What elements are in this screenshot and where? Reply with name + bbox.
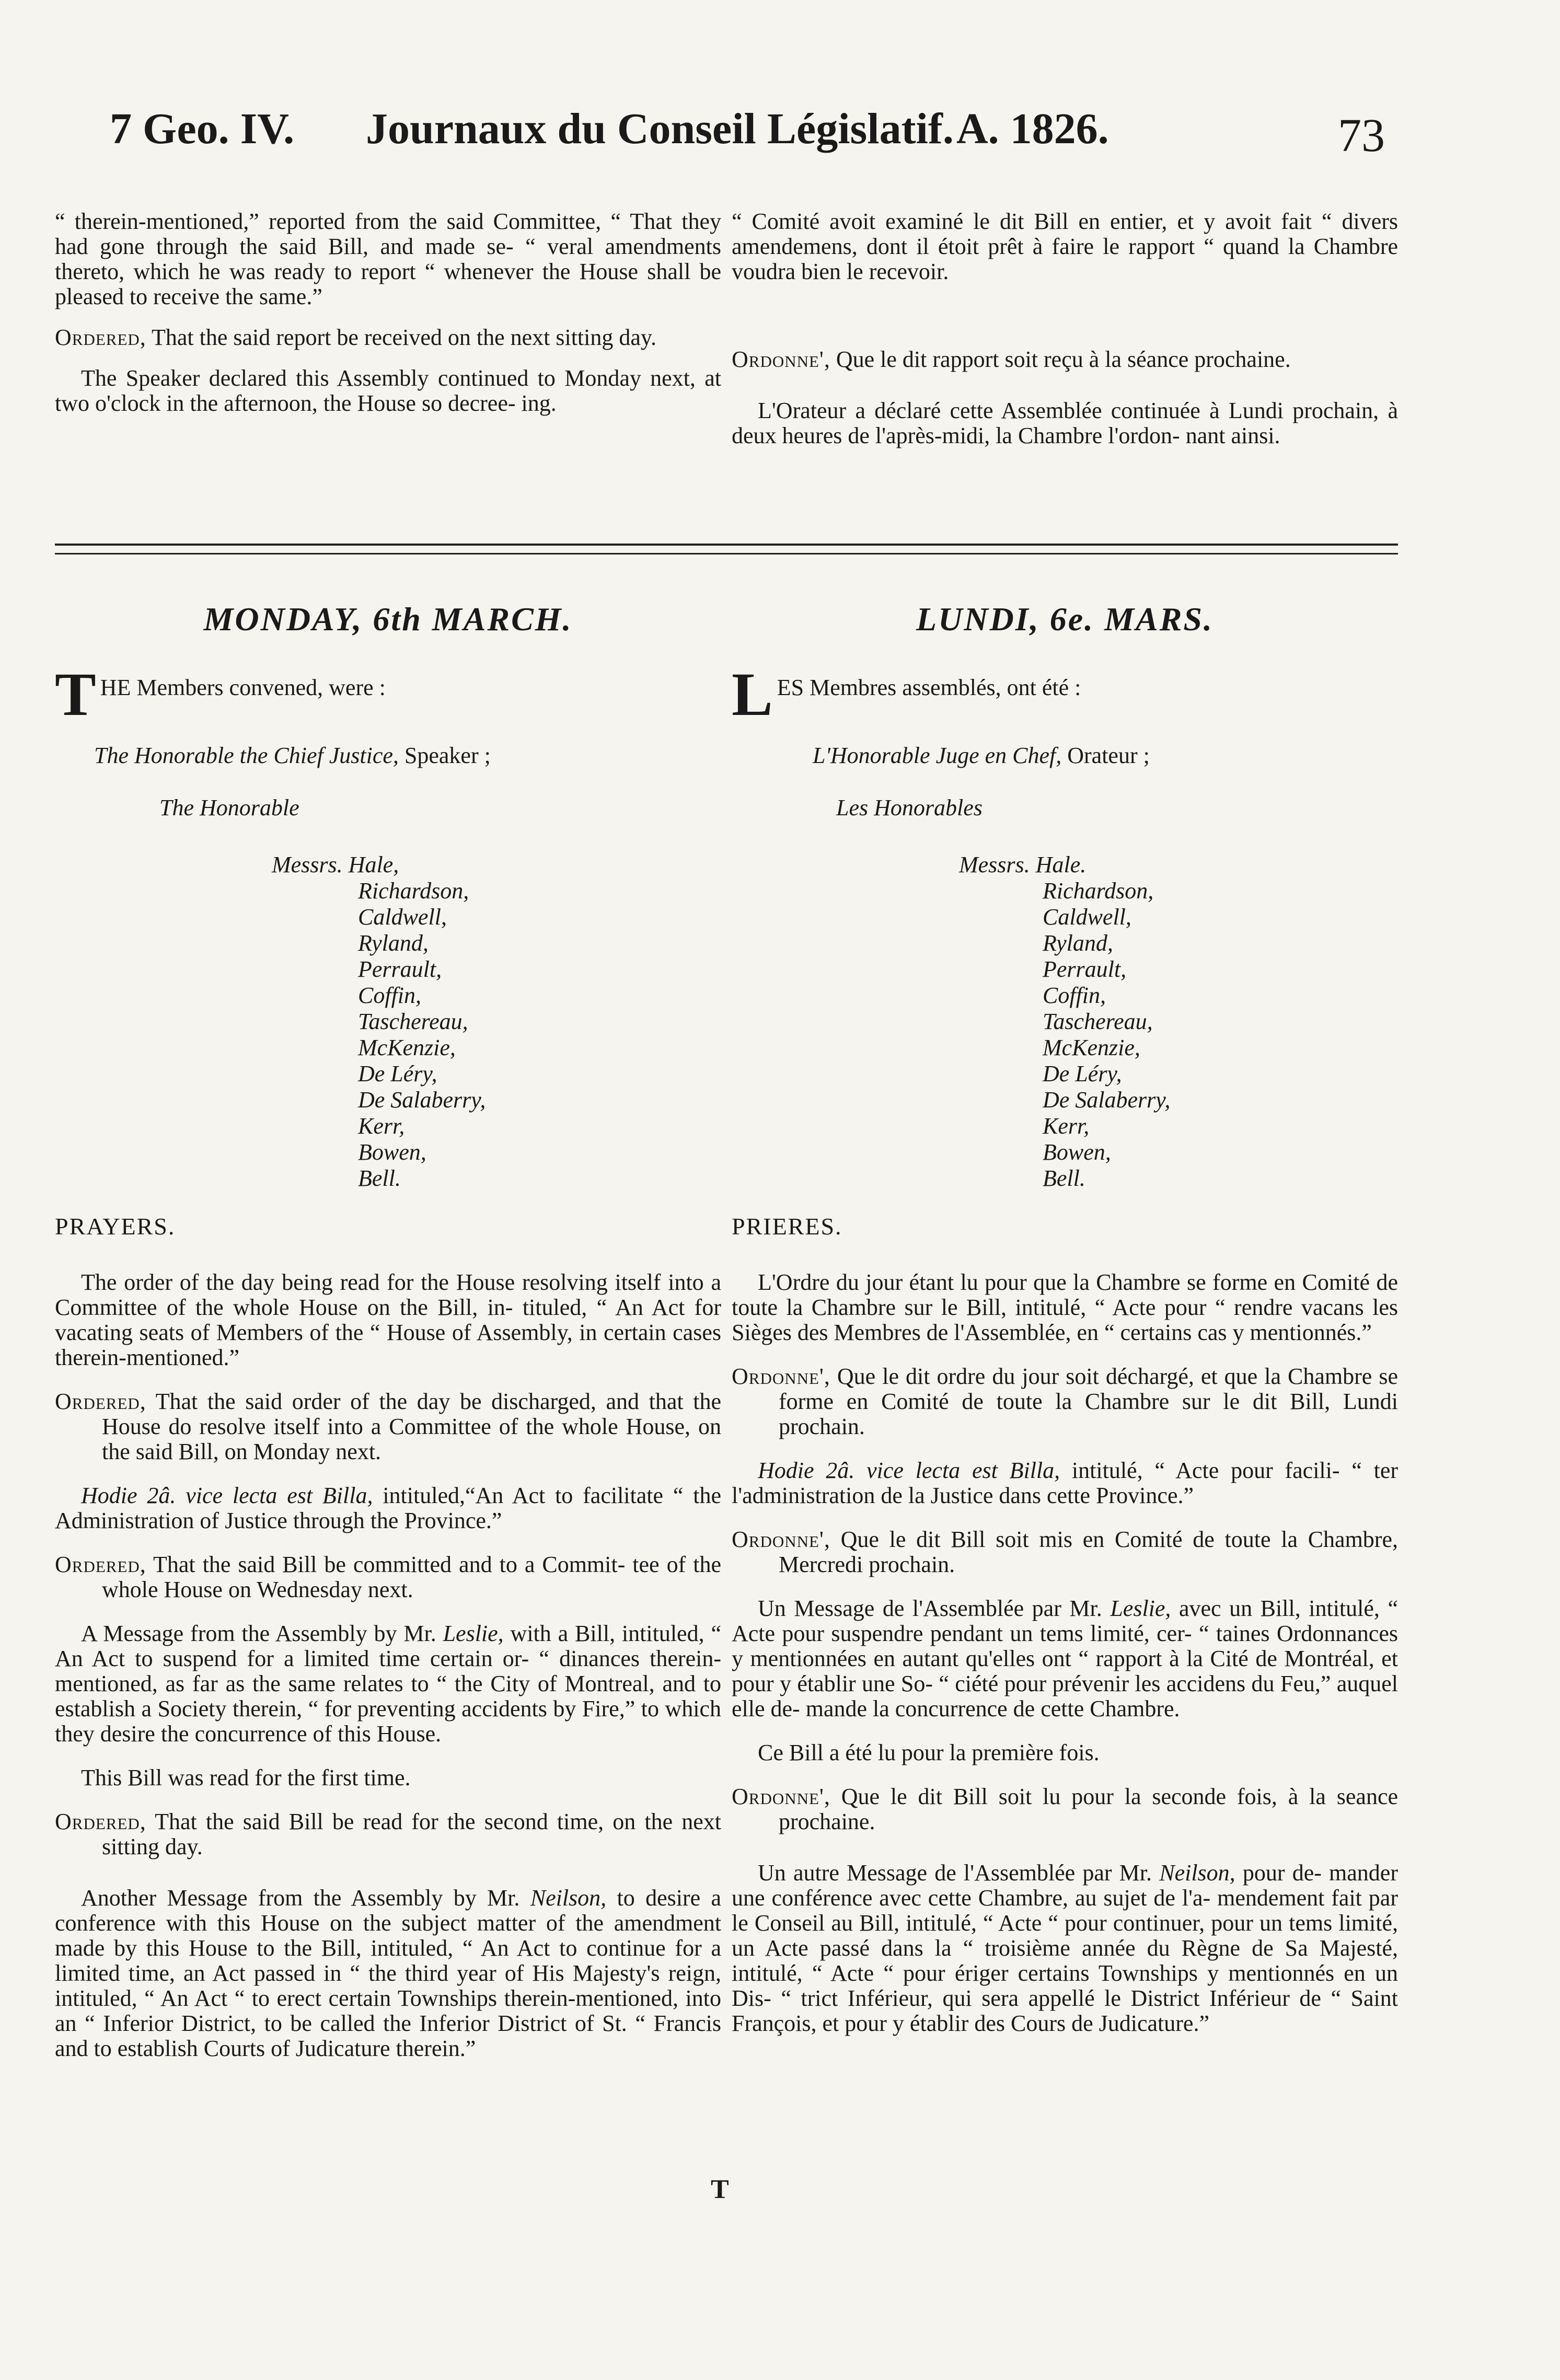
signature-mark: T bbox=[711, 2175, 729, 2204]
ordered-label: Ordered, bbox=[55, 325, 146, 350]
left-ordered-2 bbox=[55, 1552, 721, 1602]
message-text: Un Message de l'Assemblée par Mr. bbox=[758, 1596, 1111, 1621]
member-name: Perrault, bbox=[1043, 956, 1127, 982]
left-day-heading: MONDAY, 6th MARCH. bbox=[203, 600, 573, 638]
left-hodie bbox=[55, 1483, 721, 1533]
message-text: Un autre Message de l'Assemblée par Mr. bbox=[758, 1860, 1160, 1886]
left-body bbox=[55, 1270, 721, 2061]
right-ordered-1 bbox=[732, 1364, 1398, 1439]
hodie-text: intituled,“An Act to facilitate “ the Administration of Justice through the Province.” bbox=[55, 1483, 721, 1533]
convened-text: ES Membres assemblés, ont été : bbox=[777, 675, 1081, 700]
left-first-reading: This Bill was read for the first time. bbox=[81, 1765, 411, 1790]
ordered-text: Que le dit rapport soit reçu à la séance prochaine. bbox=[836, 346, 1291, 372]
left-committee-quote: “ therein-mentioned,” reported from the said Committee, “ That they had gone through the said Bill, and made se- “ veral amendments thereto, which he was ready to report “ whenever the House shall be pleased to receive the same.” bbox=[55, 209, 721, 309]
member-name: Bell. bbox=[1043, 1165, 1085, 1191]
hodie-latin: Hodie 2â. vice lecta est Billa, bbox=[81, 1483, 373, 1508]
right-ordered-report bbox=[732, 347, 1398, 372]
speaker-title: The Honorable the Chief Justice, bbox=[94, 743, 399, 768]
left-ordered-1 bbox=[55, 1389, 721, 1464]
left-prayers: PRAYERS. bbox=[55, 1213, 176, 1240]
member-name: Kerr, bbox=[1043, 1113, 1090, 1139]
left-speaker-declaration: The Speaker declared this Assembly continued to Monday next, at two o'clock in the afternoon, the House so decree- ing. bbox=[55, 365, 721, 416]
ordered-text: That the said Bill be committed and to a Commit- tee of the whole House on Wednesday next. bbox=[102, 1552, 721, 1602]
right-prayers: PRIERES. bbox=[732, 1213, 842, 1240]
ordered-text: Que le dit Bill soit lu pour la seconde fois, à la seance prochaine. bbox=[779, 1784, 1398, 1834]
ordered-label: Ordonne', bbox=[732, 1527, 830, 1552]
journal-title: Journaux du Conseil Législatif. bbox=[366, 105, 954, 153]
left-members-convened bbox=[55, 660, 721, 729]
ordered-text: Que le dit ordre du jour soit déchargé, et que la Chambre se forme en Comité de toute la Chambre sur le dit Bill, Lundi prochain. bbox=[779, 1364, 1398, 1439]
speaker-role: Speaker ; bbox=[398, 743, 491, 768]
left-messrs: Messrs. Hale, bbox=[272, 852, 399, 877]
ordered-text: Que le dit Bill soit mis en Comité de toute la Chambre, Mercredi prochain. bbox=[779, 1527, 1398, 1577]
right-ordered-3 bbox=[732, 1784, 1398, 1834]
ordered-label: Ordered, bbox=[55, 1552, 146, 1577]
messenger-name: Neilson, bbox=[530, 1885, 607, 1911]
left-ordered-3 bbox=[55, 1809, 721, 1859]
right-hodie bbox=[732, 1458, 1398, 1508]
member-name: Taschereau, bbox=[358, 1009, 468, 1034]
right-messrs: Messrs. Hale. bbox=[959, 852, 1087, 877]
left-member-list bbox=[358, 878, 486, 1192]
right-first-reading: Ce Bill a été lu pour la première fois. bbox=[758, 1740, 1100, 1765]
member-name: Bowen, bbox=[358, 1139, 426, 1165]
speaker-role: Orateur ; bbox=[1061, 743, 1150, 768]
left-message-2 bbox=[55, 1886, 721, 2061]
right-day-heading: LUNDI, 6e. MARS. bbox=[916, 600, 1214, 638]
member-name: De Salaberry, bbox=[358, 1087, 486, 1113]
member-name: De Léry, bbox=[1043, 1061, 1122, 1087]
hodie-latin: Hodie 2â. vice lecta est Billa, bbox=[758, 1458, 1060, 1483]
ordered-text: That the said report be received on the next sitting day. bbox=[152, 325, 657, 350]
left-honorables: The Honorable bbox=[159, 795, 299, 821]
member-name: Richardson, bbox=[358, 878, 469, 904]
left-ordered-report bbox=[55, 325, 721, 350]
member-name: Coffin, bbox=[358, 983, 422, 1008]
right-ordered-2 bbox=[732, 1527, 1398, 1577]
right-speaker-line bbox=[813, 742, 1150, 769]
member-name: De Salaberry, bbox=[1043, 1087, 1171, 1113]
member-name: Bowen, bbox=[1043, 1139, 1111, 1165]
ordered-label: Ordered, bbox=[55, 1809, 146, 1834]
message-text: A Message from the Assembly by Mr. bbox=[81, 1621, 443, 1646]
ordered-text: That the said Bill be read for the second time, on the next sitting day. bbox=[102, 1809, 721, 1859]
member-name: Ryland, bbox=[358, 930, 429, 956]
member-name: Caldwell, bbox=[1043, 904, 1131, 930]
drop-cap: L bbox=[732, 660, 773, 729]
page-number: 73 bbox=[1338, 110, 1385, 161]
ordered-label: Ordonne', bbox=[732, 1784, 830, 1809]
right-body bbox=[732, 1270, 1398, 2036]
member-name: McKenzie, bbox=[1043, 1035, 1140, 1060]
member-name: Perrault, bbox=[358, 956, 442, 982]
messenger-name: Neilson, bbox=[1159, 1860, 1235, 1886]
section-rule bbox=[55, 553, 1398, 554]
right-message-1 bbox=[732, 1596, 1398, 1722]
messenger-name: Leslie, bbox=[1110, 1596, 1171, 1621]
speaker-title: L'Honorable Juge en Chef, bbox=[813, 743, 1062, 768]
left-speaker-line bbox=[94, 742, 491, 769]
right-message-2 bbox=[732, 1861, 1398, 2036]
messenger-name: Leslie, bbox=[443, 1621, 504, 1646]
right-order-of-day: L'Ordre du jour étant lu pour que la Chambre se forme en Comité de toute la Chambre sur le Bill, intitulé, “ Acte pour “ rendre vacans les Sièges des Membres de l'Assemblée, en “ certains cas y mentionnés.” bbox=[732, 1269, 1398, 1345]
left-top-section bbox=[55, 209, 721, 416]
ordered-label: Ordonne', bbox=[732, 346, 830, 372]
member-name: Caldwell, bbox=[358, 904, 447, 930]
member-name: Richardson, bbox=[1043, 878, 1154, 904]
message-text: avec un Bill, intitulé, “ Acte pour suspendre pendant un tems limité, cer- “ taines Ordonnances y mentionnées en autant qu'elles ont “ rapport à la Cité de Montréal, et pour y établir une So- “ ciété pour prévenir les accidens du Feu,” auquel elle de- mande la concurrence de cette Chambre. bbox=[732, 1596, 1398, 1722]
right-committee-quote: “ Comité avoit examiné le dit Bill en entier, et y avoit fait “ divers amendemens, dont il étoit prêt à faire le rapport “ quand la Chambre voudra bien le recevoir. bbox=[732, 209, 1398, 284]
ordered-label: Ordered, bbox=[55, 1389, 146, 1414]
left-message-1 bbox=[55, 1621, 721, 1747]
member-name: Ryland, bbox=[1043, 930, 1113, 956]
message-text: with a Bill, intituled, “ An Act to suspend for a limited time certain or- “ dinances therein-mentioned, as far as the same relates to “ the City of Montreal, and to establish a Society therein, “ for preventing accidents by Fire,” to which they desire the concurrence of this House. bbox=[55, 1621, 721, 1747]
drop-cap: T bbox=[55, 660, 96, 729]
right-top-section bbox=[732, 209, 1398, 448]
right-members-convened bbox=[732, 660, 1398, 729]
member-name: De Léry, bbox=[358, 1061, 437, 1087]
message-text: Another Message from the Assembly by Mr. bbox=[81, 1885, 530, 1911]
regnal-year: 7 Geo. IV. bbox=[110, 105, 295, 153]
member-name: Kerr, bbox=[358, 1113, 405, 1139]
member-name: Bell. bbox=[358, 1165, 401, 1191]
convened-text: HE Members convened, were : bbox=[100, 675, 386, 700]
right-member-list bbox=[1043, 878, 1170, 1192]
member-name: McKenzie, bbox=[358, 1035, 456, 1060]
message-text: pour de- mander une conférence avec cette Chambre, au sujet de l'a- mendement fait par le Conseil au Bill, intitulé, “ Acte “ pour continuer, pour un tems limité, un Acte passé dans la “ troisième année du Règne de Sa Majesté, intitulé, “ Acte “ pour ériger certains Townships y mentionnés en un Dis- “ trict Inférieur, qui sera appellé le District Inférieur de “ Saint François, et pour y établir des Cours de Judicature.” bbox=[732, 1860, 1398, 2036]
ordered-text: That the said order of the day be discharged, and that the House do resolve itself into a Committee of the whole House, on the said Bill, on Monday next. bbox=[102, 1389, 721, 1464]
hodie-text: intitulé, “ Acte pour facili- “ ter l'administration de la Justice dans cette Province.” bbox=[732, 1458, 1399, 1508]
member-name: Taschereau, bbox=[1043, 1009, 1153, 1034]
right-honorables: Les Honorables bbox=[836, 795, 983, 821]
left-order-of-day: The order of the day being read for the House resolving itself into a Committee of the whole House on the Bill, in- tituled, “ An Act for vacating seats of Members of the “ House of Assembly, in certain cases therein-mentioned.” bbox=[55, 1269, 721, 1370]
ordered-label: Ordonne', bbox=[732, 1364, 830, 1389]
message-text: to desire a conference with this House on the subject matter of the amendment made by this House to the Bill, intituled, “ An Act to continue for a limited time, an Act passed in “ the third year of His Majesty's reign, intituled, “ An Act “ to erect certain Townships therein-mentioned, into an “ Inferior District, to be called the Inferior District of St. “ Francis and to establish Courts of Judicature therein.” bbox=[55, 1885, 722, 2061]
year: A. 1826. bbox=[956, 105, 1109, 153]
section-rule bbox=[55, 544, 1398, 546]
right-speaker-declaration: L'Orateur a déclaré cette Assemblée continuée à Lundi prochain, à deux heures de l'après-midi, la Chambre l'ordon- nant ainsi. bbox=[732, 398, 1398, 448]
member-name: Coffin, bbox=[1043, 983, 1106, 1008]
